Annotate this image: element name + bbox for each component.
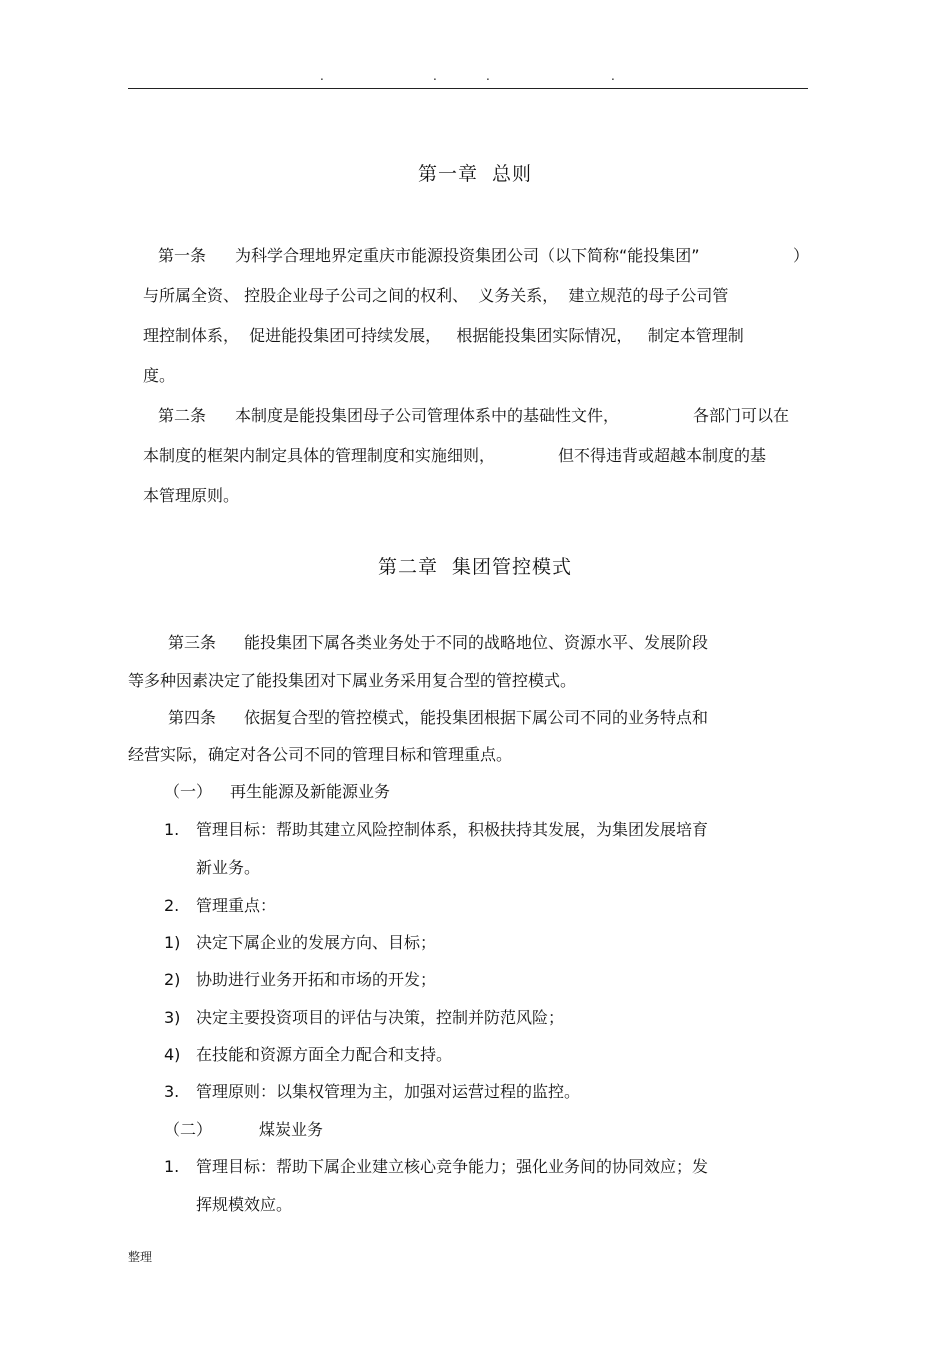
- article-4-line: 经营实际，确定对各公司不同的管理目标和管理重点。: [128, 745, 513, 764]
- article-1-line: 理控制体系， 促进能投集团可持续发展， 根据能投集团实际情况， 制定本管理制: [143, 326, 744, 345]
- header-dot: .: [320, 69, 324, 83]
- list-item-number: 2): [164, 970, 181, 989]
- list-item-text: 管理重点：: [196, 896, 277, 915]
- article-2-line: 但不得违背或超越本制度的基: [558, 446, 767, 465]
- section-1-marker: （一）: [164, 782, 213, 801]
- section-2-marker: （二）: [164, 1120, 213, 1139]
- chapter-1-heading: [0, 162, 950, 186]
- list-item-text: 管理目标：帮助下属企业建立核心竞争能力；强化业务间的协同效应；发: [196, 1157, 709, 1176]
- article-1-line: 为科学合理地界定重庆市能源投资集团公司（以下简称“能投集团”: [235, 246, 700, 265]
- list-item-number: 3.: [164, 1082, 180, 1101]
- list-item-number: 1.: [164, 1157, 180, 1176]
- section-2-title: 煤炭业务: [259, 1120, 324, 1139]
- header-dot: .: [486, 69, 490, 83]
- footer-text: 整理: [128, 1250, 153, 1264]
- chapter-2-number: 第二章: [377, 556, 438, 578]
- list-item-number: 4): [164, 1045, 181, 1064]
- list-item-text: 在技能和资源方面全力配合和支持。: [196, 1045, 453, 1064]
- chapter-2-title: 集团管控模式: [452, 556, 573, 578]
- list-item-number: 2.: [164, 896, 180, 915]
- section-1-title: 再生能源及新能源业务: [230, 782, 391, 801]
- list-item-text: 挥规模效应。: [196, 1195, 293, 1214]
- article-4-line: 依据复合型的管控模式，能投集团根据下属公司不同的业务特点和: [244, 708, 709, 727]
- article-2-line: 本管理原则。: [143, 486, 240, 505]
- header-dot: .: [611, 69, 615, 83]
- article-2-line: 本制度是能投集团母子公司管理体系中的基础性文件，: [235, 406, 620, 425]
- article-2-label: 第二条: [158, 406, 207, 425]
- chapter-1-title: 总则: [492, 163, 533, 185]
- article-3-line: 能投集团下属各类业务处于不同的战略地位、资源水平、发展阶段: [244, 633, 709, 652]
- article-1-line: 度。: [143, 366, 176, 385]
- list-item-text: 管理原则：以集权管理为主，加强对运营过程的监控。: [196, 1082, 581, 1101]
- list-item-text: 新业务。: [196, 858, 261, 877]
- article-2-line: 本制度的框架内制定具体的管理制度和实施细则，: [143, 446, 496, 465]
- header-rule: [128, 88, 808, 89]
- chapter-1-number: 第一章: [417, 163, 478, 185]
- article-3-line: 等多种因素决定了能投集团对下属业务采用复合型的管控模式。: [128, 671, 577, 690]
- article-1-line: ）: [793, 246, 810, 265]
- article-4-label: 第四条: [168, 708, 217, 727]
- article-2-line: 各部门可以在: [693, 406, 790, 425]
- chapter-2-heading: [0, 555, 950, 579]
- list-item-number: 3): [164, 1008, 181, 1027]
- list-item-number: 1): [164, 933, 181, 952]
- article-3-label: 第三条: [168, 633, 217, 652]
- list-item-text: 协助进行业务开拓和市场的开发；: [196, 970, 437, 989]
- list-item-text: 管理目标：帮助其建立风险控制体系，积极扶持其发展，为集团发展培育: [196, 820, 709, 839]
- article-1-line: 与所属全资、 控股企业母子公司之间的权利、 义务关系， 建立规范的母子公司管: [143, 286, 729, 305]
- article-1-label: 第一条: [158, 246, 207, 265]
- list-item-number: 1.: [164, 820, 180, 839]
- list-item-text: 决定下属企业的发展方向、目标；: [196, 933, 437, 952]
- header-dots: [128, 70, 808, 84]
- list-item-text: 决定主要投资项目的评估与决策，控制并防范风险；: [196, 1008, 565, 1027]
- header-dot: .: [433, 69, 437, 83]
